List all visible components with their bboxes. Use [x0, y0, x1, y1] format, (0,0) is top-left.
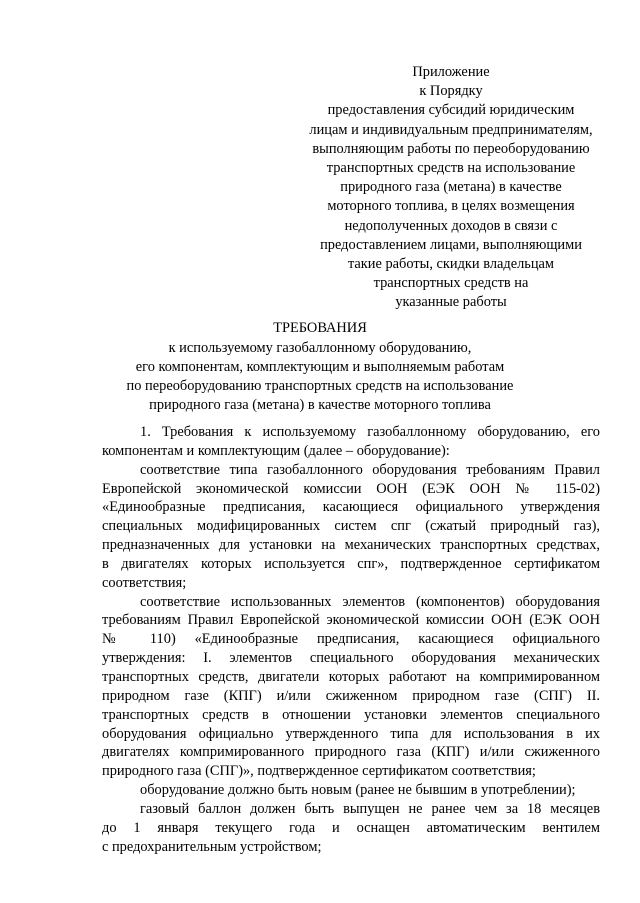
body-line: природного газа (СПГ)», подтвержденное сертификатом соответствия; [102, 763, 536, 780]
body-line: газовый баллон должен быть выпущен не ранее чем за 18 месяцев [140, 800, 600, 817]
title-line: его компонентам, комплектующим и выполняемым работам [135, 359, 505, 375]
appendix-line: предоставления субсидий юридическим [327, 102, 575, 119]
title-line: природного газа (метана) в качестве моторного топлива [149, 397, 491, 413]
appendix-line: указанные работы [395, 294, 507, 311]
document-title [60, 319, 580, 415]
appendix-line: транспортных средств на [373, 275, 529, 292]
body-line: 1. Требования к используемому газобаллонному оборудованию, его [140, 424, 600, 440]
appendix-line: недополученных доходов в связи с [344, 217, 558, 234]
body-line: предназначенных для установки на механических транспортных средствах, [102, 537, 600, 554]
body-line: «Единообразные предписания, касающиеся официального утверждения [102, 499, 600, 516]
body-line: природном газе (КПГ) и/или сжиженном природном газе (СПГ) II. [102, 687, 600, 704]
appendix-line: моторного топлива, в целях возмещения [327, 198, 575, 215]
appendix-line: выполняющим работы по переоборудованию [312, 140, 590, 157]
appendix-line: предоставлением лицами, выполняющими [320, 236, 582, 253]
body-line: до 1 января текущего года и оснащен автоматическим вентилем [102, 819, 600, 836]
appendix-block [300, 63, 602, 313]
appendix-line: такие работы, скидки владельцам [347, 256, 555, 273]
appendix-line: природного газа (метана) в качестве [340, 179, 562, 196]
body-line: утверждения: I. элементов специального оборудования механических [102, 650, 600, 667]
body-line: с предохранительным устройством; [102, 838, 322, 855]
body-line: специальных модифицированных систем спг (сжатый природный газ), [102, 518, 600, 535]
appendix-line: Приложение [412, 64, 490, 80]
body-line: № 110) «Единообразные предписания, касающиеся официального [102, 631, 600, 648]
body-line: компонентам и комплектующим (далее – оборудование): [102, 442, 450, 459]
body-line: транспортных средств, двигатели которых работают на компримированном [102, 668, 600, 685]
body-line: соответствие использованных элементов (компонентов) оборудования [140, 593, 600, 610]
body-line: оборудования официально утвержденного типа для использования в их [102, 725, 600, 742]
body-line: двигателях компримированного природного газа (КПГ) и/или сжиженного [102, 744, 600, 761]
document-body [102, 423, 600, 856]
title-line: по переоборудованию транспортных средств на использование [126, 378, 514, 394]
body-line: оборудование должно быть новым (ранее не бывшим в употреблении); [140, 782, 576, 799]
body-line: соответствия; [102, 574, 187, 591]
body-line: Европейской экономической комиссии ООН (ЕЭК ООН № 115-02) [102, 480, 600, 497]
body-line: транспортных средств в отношении установки элементов специального [102, 706, 600, 723]
appendix-line: лицам и индивидуальным предпринимателям, [309, 121, 593, 138]
appendix-line: к Порядку [419, 83, 483, 100]
body-line: соответствие типа газобаллонного оборудования требованиям Правил [140, 461, 600, 478]
title-heading: ТРЕБОВАНИЯ [273, 320, 367, 336]
body-line: требованиям Правил Европейской экономической комиссии ООН (ЕЭК ООН [102, 612, 600, 629]
body-line: в двигателях которых используется спг», подтвержденное сертификатом [102, 555, 600, 572]
appendix-line: транспортных средств на использование [326, 160, 576, 177]
title-line: к используемому газобаллонному оборудованию, [168, 340, 472, 356]
